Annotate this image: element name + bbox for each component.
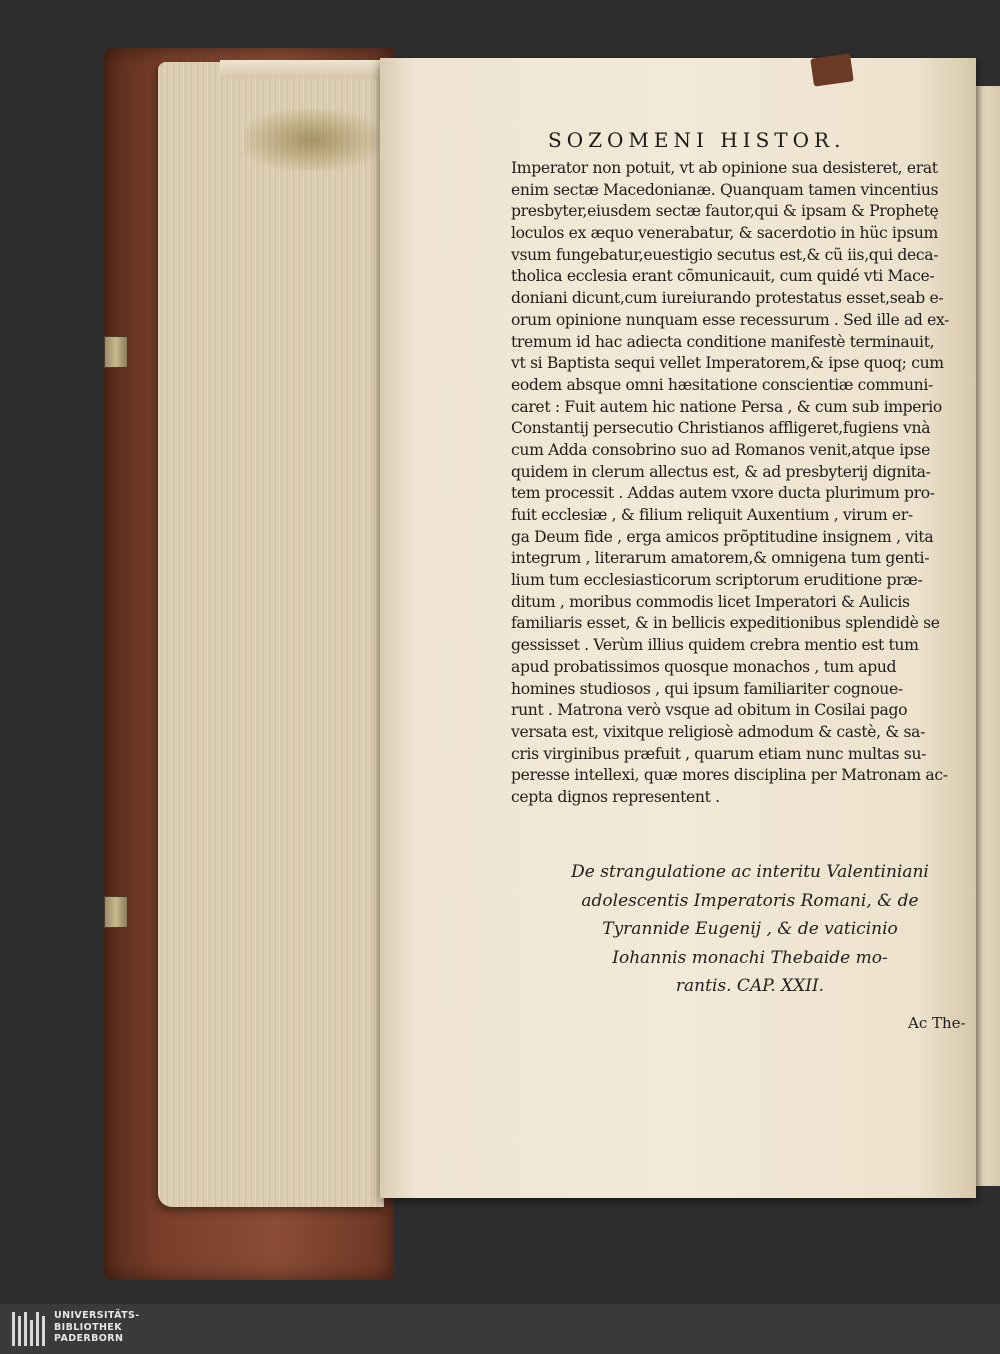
text-line: tholica ecclesia erant cõmunicauit, cum quidé vti Mace- [511,267,935,286]
heading-line: De strangulatione ac interitu Valentiniani [571,862,929,882]
library-logo-line: BIBLIOTHEK [54,1321,122,1333]
text-line: Imperator non potuit, vt ab opinione sua desisteret, erat [511,159,938,177]
heading-line: rantis. CAP. XXII. [675,976,825,996]
text-line: vsum fungebatur,euestigio secutus est,& cũ iis,qui deca- [511,245,939,264]
clasp-lower-icon [104,896,128,928]
text-line: peresse intellexi, quæ mores disciplina per Matronam ac- [511,766,948,785]
text-line: quidem in clerum allectus est, & ad presbyterij dignita- [511,462,931,481]
library-logo-line: UNIVERSITÄTS- [54,1310,140,1321]
text-line: vt si Baptista sequi vellet Imperatorem,& ipse quoq; cum [511,354,944,373]
text-line: Constantij persecutio Christianos affligeret,fugiens vnà [511,419,931,438]
text-line: caret : Fuit autem hic natione Persa , & cum sub imperio [511,397,942,416]
text-line: cepta dignos representent . [511,787,720,806]
heading-line: Tyrannide Eugenij , & de vaticinio [602,919,898,939]
heading-line: Iohannis monachi Thebaide mo- [612,947,888,968]
facing-page-edge [972,86,1000,1186]
running-head: SOZOMENI HISTOR. [548,128,846,152]
heading-line: adolescentis Imperatoris Romani, & de [581,890,919,911]
text-line: presbyter,eiusdem sectæ fautor,qui & ipsam & Prophetę [511,202,939,221]
text-line: fuit ecclesiæ , & filium reliquit Auxentium , virum er- [511,506,913,524]
text-line: tem processit . Addas autem vxore ducta plurimum pro- [511,484,935,503]
text-line: apud probatissimos quosque monachos , tum apud [511,657,897,676]
clasp-upper-icon [104,336,128,368]
page-edges-top [220,60,384,78]
text-line: homines studiosos , qui ipsum familiariter cognoue- [511,679,903,698]
text-line: integrum , literarum amatorem,& omnigena tum genti- [511,549,930,568]
chapter-heading [540,858,960,1001]
text-line: runt . Matrona verò vsque ad obitum in Cosilai pago [511,701,908,720]
text-line: cum Adda consobrino suo ad Romanos venit,atque ipse [511,440,931,459]
text-line: enim sectæ Macedonianæ. Quanquam tamen vincentius [511,180,939,199]
text-line: doniani dicunt,cum iureiurando protestatus esset,seab e- [511,289,944,308]
text-line: lium tum ecclesiasticorum scriptorum eruditione præ- [511,571,923,590]
text-line: orum opinione nunquam esse recessurum . Sed ille ad ex- [511,310,950,329]
text-line: loculos ex æquo venerabatur, & sacerdotio in hüc ipsum [511,224,938,243]
text-line: ditum , moribus commodis licet Imperatori & Aulicis [511,592,910,611]
text-line: familiaris esset, & in bellicis expeditionibus splendidè se [511,614,940,633]
text-line: tremum id hac adiecta conditione manifestè terminauit, [511,332,935,351]
library-logo-text [54,1310,140,1345]
body-text [511,158,963,809]
text-line: gessisset . Verùm illius quidem crebra mentio est tum [511,636,919,655]
catchword: Ac The- [908,1014,966,1032]
edge-stain [244,110,379,170]
text-line: eodem absque omni hæsitatione conscientiæ communi- [511,375,933,394]
text-line: versata est, vixitque religiosè admodum & castè, & sa- [511,722,925,741]
text-line: ga Deum fide , erga amicos prõptitudine insignem , vita [511,527,934,546]
leather-strap-icon [810,53,854,86]
library-logo-line: PADERBORN [54,1333,124,1344]
text-line: cris virginibus præfuit , quarum etiam nunc multas su- [511,744,927,763]
page-edges [158,62,384,1207]
library-footer [0,1304,1000,1354]
library-logo-icon [12,1312,46,1346]
